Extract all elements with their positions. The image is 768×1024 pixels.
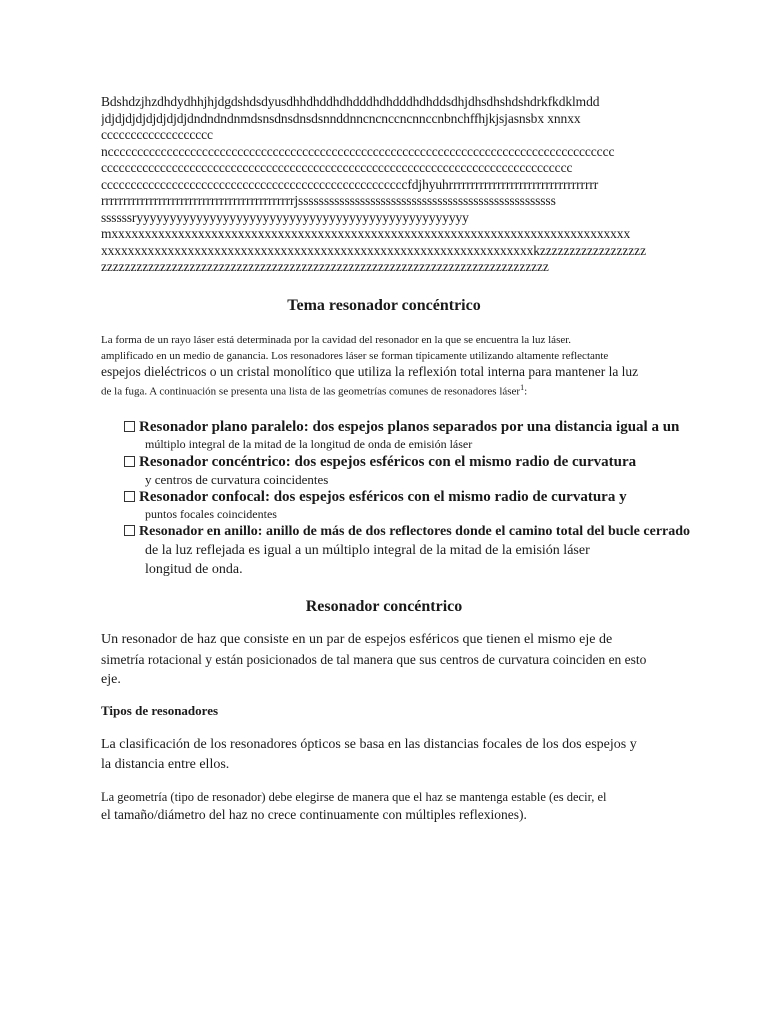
list-item bbox=[124, 488, 764, 523]
paragraph-line: simetría rotacional y están posicionados de tal manera que sus centros de curvatura coinciden en esto bbox=[101, 652, 647, 667]
text-line: Bdshdzjhzdhdydhhjhjdgdshdsdyusdhhdhddhdhdddhdhdddhdhddsdhjdhsdhshdshdrkfkdklmdd bbox=[101, 94, 600, 109]
list-item-title: Resonador en anillo: bbox=[139, 524, 263, 539]
paragraph-geometry bbox=[101, 788, 607, 824]
resonator-list bbox=[124, 418, 764, 579]
text-line: ncccccccccccccccccccccccccccccccccccccccccccccccccccccccccccccccccccccccccccccccccccccc bbox=[101, 143, 615, 159]
text-line: ssssssryyyyyyyyyyyyyyyyyyyyyyyyyyyyyyyyyyyyyyyyyyyyyyyyyy bbox=[101, 209, 469, 225]
checkbox-bullet-icon bbox=[124, 421, 135, 432]
intro-line: amplificado en un medio de ganancia. Los resonadores láser se forman típicamente utilizando altamente reflectante bbox=[101, 350, 609, 362]
footnote-ref: 1 bbox=[520, 383, 525, 392]
intro-paragraph bbox=[101, 332, 701, 400]
intro-line: espejos dieléctricos o un cristal monolítico que utiliza la reflexión total interna para mantener la luz bbox=[101, 364, 639, 379]
intro-line: La forma de un rayo láser está determinada por la cavidad del resonador en la que se encuentra la luz láser. bbox=[101, 334, 572, 346]
paragraph-definition bbox=[101, 630, 691, 690]
intro-line-end: : bbox=[524, 385, 528, 398]
checkbox-bullet-icon bbox=[124, 525, 135, 536]
list-item-head bbox=[124, 523, 764, 541]
list-item-sub: múltiplo integral de la mitad de la longitud de onda de emisión láser bbox=[145, 437, 473, 451]
paragraph-line: el tamaño/diámetro del haz no crece continuamente con múltiples reflexiones). bbox=[101, 807, 527, 822]
text-line: ccccccccccccccccccccccccccccccccccccccccccccccccccccfdjhyuhrrrrrrrrrrrrrrrrrrrrrrrrrrrrrrrrrr bbox=[101, 176, 599, 192]
list-item-title: Resonador concéntrico: dos espejos esféricos con el mismo radio de curvatura bbox=[139, 454, 637, 470]
list-item-sub: puntos focales coincidentes bbox=[145, 507, 277, 521]
checkbox-bullet-icon bbox=[124, 491, 135, 502]
list-item bbox=[124, 453, 764, 488]
text-line: zzzzzzzzzzzzzzzzzzzzzzzzzzzzzzzzzzzzzzzzzzzzzzzzzzzzzzzzzzzzzzzzzzzzzzzzzzzz bbox=[101, 259, 549, 274]
text-line: cccccccccccccccccccccccccccccccccccccccccccccccccccccccccccccccccccccccccccccccc bbox=[101, 160, 573, 175]
subheading-tipos: Tipos de resonadores bbox=[101, 703, 219, 718]
text-line: mxxxxxxxxxxxxxxxxxxxxxxxxxxxxxxxxxxxxxxxxxxxxxxxxxxxxxxxxxxxxxxxxxxxxxxxxxxxxxx bbox=[101, 226, 631, 241]
list-item-head bbox=[124, 453, 764, 471]
paragraph-line: Un resonador de haz que consiste en un par de espejos esféricos que tienen el mismo eje de bbox=[101, 632, 613, 647]
list-item-title: Resonador confocal: dos espejos esféricos con el mismo radio de curvatura y bbox=[139, 489, 627, 505]
garbage-text-block bbox=[101, 94, 701, 276]
list-item bbox=[124, 418, 764, 453]
paragraph-line: La geometría (tipo de resonador) debe elegirse de manera que el haz se mantenga estable (es decir, el bbox=[101, 790, 607, 804]
list-item-head bbox=[124, 418, 764, 436]
intro-line-text: de la fuga. A continuación se presenta una lista de las geometrías comunes de resonadores láser bbox=[101, 385, 521, 398]
list-item-title: Resonador plano paralelo: dos espejos planos separados por una distancia igual a un bbox=[139, 419, 680, 435]
text-line: jdjdjdjdjdjdjdjdjdndndndnmdsnsdnsdnsdsnnddnncncnccncnnccnbnchffhjkjsjasnsbx xnnxx bbox=[101, 110, 581, 126]
list-item-head bbox=[124, 488, 764, 506]
list-item bbox=[124, 523, 764, 579]
text-line: rrrrrrrrrrrrrrrrrrrrrrrrrrrrrrrrrrrrrrrrrrrrjssssssssssssssssssssssssssssssssssssssssssssssssss bbox=[101, 193, 556, 208]
checkbox-bullet-icon bbox=[124, 456, 135, 467]
list-item-sub: longitud de onda. bbox=[145, 562, 243, 577]
list-item-sub: de la luz reflejada es igual a un múltiplo integral de la mitad de la emisión láser bbox=[145, 543, 590, 558]
text-line: ccccccccccccccccccc bbox=[101, 127, 213, 142]
heading-tema: Tema resonador concéntrico bbox=[287, 297, 481, 314]
text-line: xxxxxxxxxxxxxxxxxxxxxxxxxxxxxxxxxxxxxxxxxxxxxxxxxxxxxxxxxxxxxxxxxkzzzzzzzzzzzzzzzzzz bbox=[101, 242, 646, 258]
intro-line bbox=[101, 380, 701, 400]
paragraph-line: la distancia entre ellos. bbox=[101, 757, 230, 772]
list-item-title-rest: anillo de más de dos reflectores donde el camino total del bucle cerrado bbox=[265, 524, 691, 539]
list-item-sub: y centros de curvatura coincidentes bbox=[145, 472, 329, 487]
paragraph-classification bbox=[101, 735, 637, 775]
paragraph-line: La clasificación de los resonadores ópticos se basa en las distancias focales de los dos espejos y bbox=[101, 737, 637, 752]
heading-resonador: Resonador concéntrico bbox=[305, 598, 463, 615]
paragraph-line: eje. bbox=[101, 672, 121, 687]
